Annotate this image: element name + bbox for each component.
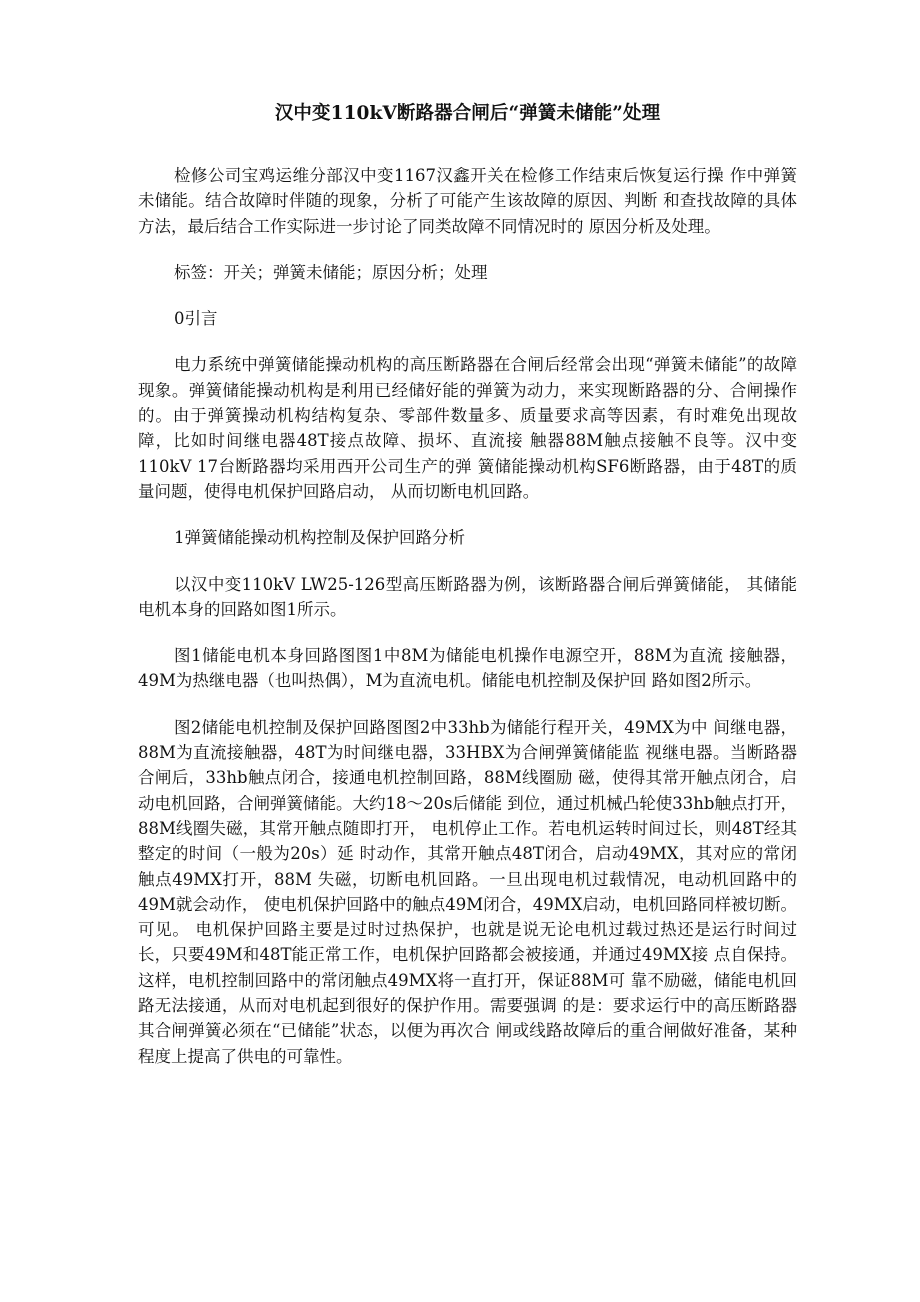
section-1-paragraph-2: 图1储能电机本身回路图图1中8M为储能电机操作电源空开，88M为直流 接触器，49M为热继电器（也叫热偶），M为直流电机。储能电机控制及保护回 路如图2所示。 bbox=[138, 646, 797, 691]
section-1-heading: 1弹簧储能操动机构控制及保护回路分析 bbox=[174, 528, 465, 548]
document-title: 汉中变110kV断路器合闸后“弹簧未储能”处理 bbox=[274, 103, 661, 124]
section-1-paragraph-1: 以汉中变110kV LW25-126型高压断路器为例，该断路器合闸后弹簧储能， 其储能电机本身的回路如图1所示。 bbox=[138, 574, 797, 619]
section-0-paragraph: 电力系统中弹簧储能操动机构的高压断路器在合闸后经常会出现“弹簧未储能”的故障现象。弹簧储能操动机构是利用已经储好能的弹簧为动力，来实现断路器的分、合闸操作的。由于弹簧操动机构结构复杂、零部件数量多、质量要求高等因素，有时难免出现故障，比如时间继电器48T接点故障、损坏、直流接 触器88M触点接触不良等。汉中变110kV 17台断路器均采用西开公司生产的弹 簧储能操动机构SF6断路器，由于48T的质量问题，使得电机保护回路启动， 从而切断电机回路。 bbox=[138, 355, 797, 501]
abstract-paragraph: 检修公司宝鸡运维分部汉中变1167汉鑫开关在检修工作结束后恢复运行操 作中弹簧未储能。结合故障时伴随的现象，分析了可能产生该故障的原因、判断 和查找故障的具体方法，最后结合工作实际进一步讨论了同类故障不同情况时的 原因分析及处理。 bbox=[138, 166, 797, 236]
section-1-paragraph-3: 图2储能电机控制及保护回路图图2中33hb为储能行程开关，49MX为中 间继电器，88M为直流接触器，48T为时间继电器，33HBX为合闸弹簧储能监 视继电器。当断路器合闸后，33hb触点闭合，接通电机控制回路，88M线圈励 磁，使得其常开触点闭合，启动电机回路，合闸弹簧储能。大约18〜20s后储能 到位，通过机械凸轮使33hb触点打开，88M线圈失磁，其常开触点随即打开， 电机停止工作。若电机运转时间过长，则48T经其整定的时间（一般为20s）延 时动作，其常开触点48T闭合，启动49MX，其对应的常闭触点49MX打开，88M 失磁，切断电机回路。一旦出现电机过载情况，电动机回路中的49M就会动作， 使电机保护回路中的触点49M闭合，49MX启动，电机回路同样被切断。可见。 电机保护回路主要是过时过热保护，也就是说无论电机过载过热还是运行时间过 长，只要49M和48T能正常工作，电机保护回路都会被接通，并通过49MX接 点自保持。这样，电机控制回路中的常闭触点49MX将一直打开，保证88M可 靠不励磁，储能电机回路无法接通，从而对电机起到很好的保护作用。需要强调 的是：要求运行中的高压断路器其合闸弹簧必须在“已储能”状态，以便为再次合 闸或线路故障后的重合闸做好准备，某种程度上提高了供电的可靠性。 bbox=[138, 717, 797, 1066]
keywords-line: 标签：开关；弹簧未储能；原因分析；处理 bbox=[174, 262, 488, 282]
section-0-heading: 0引言 bbox=[174, 309, 218, 329]
